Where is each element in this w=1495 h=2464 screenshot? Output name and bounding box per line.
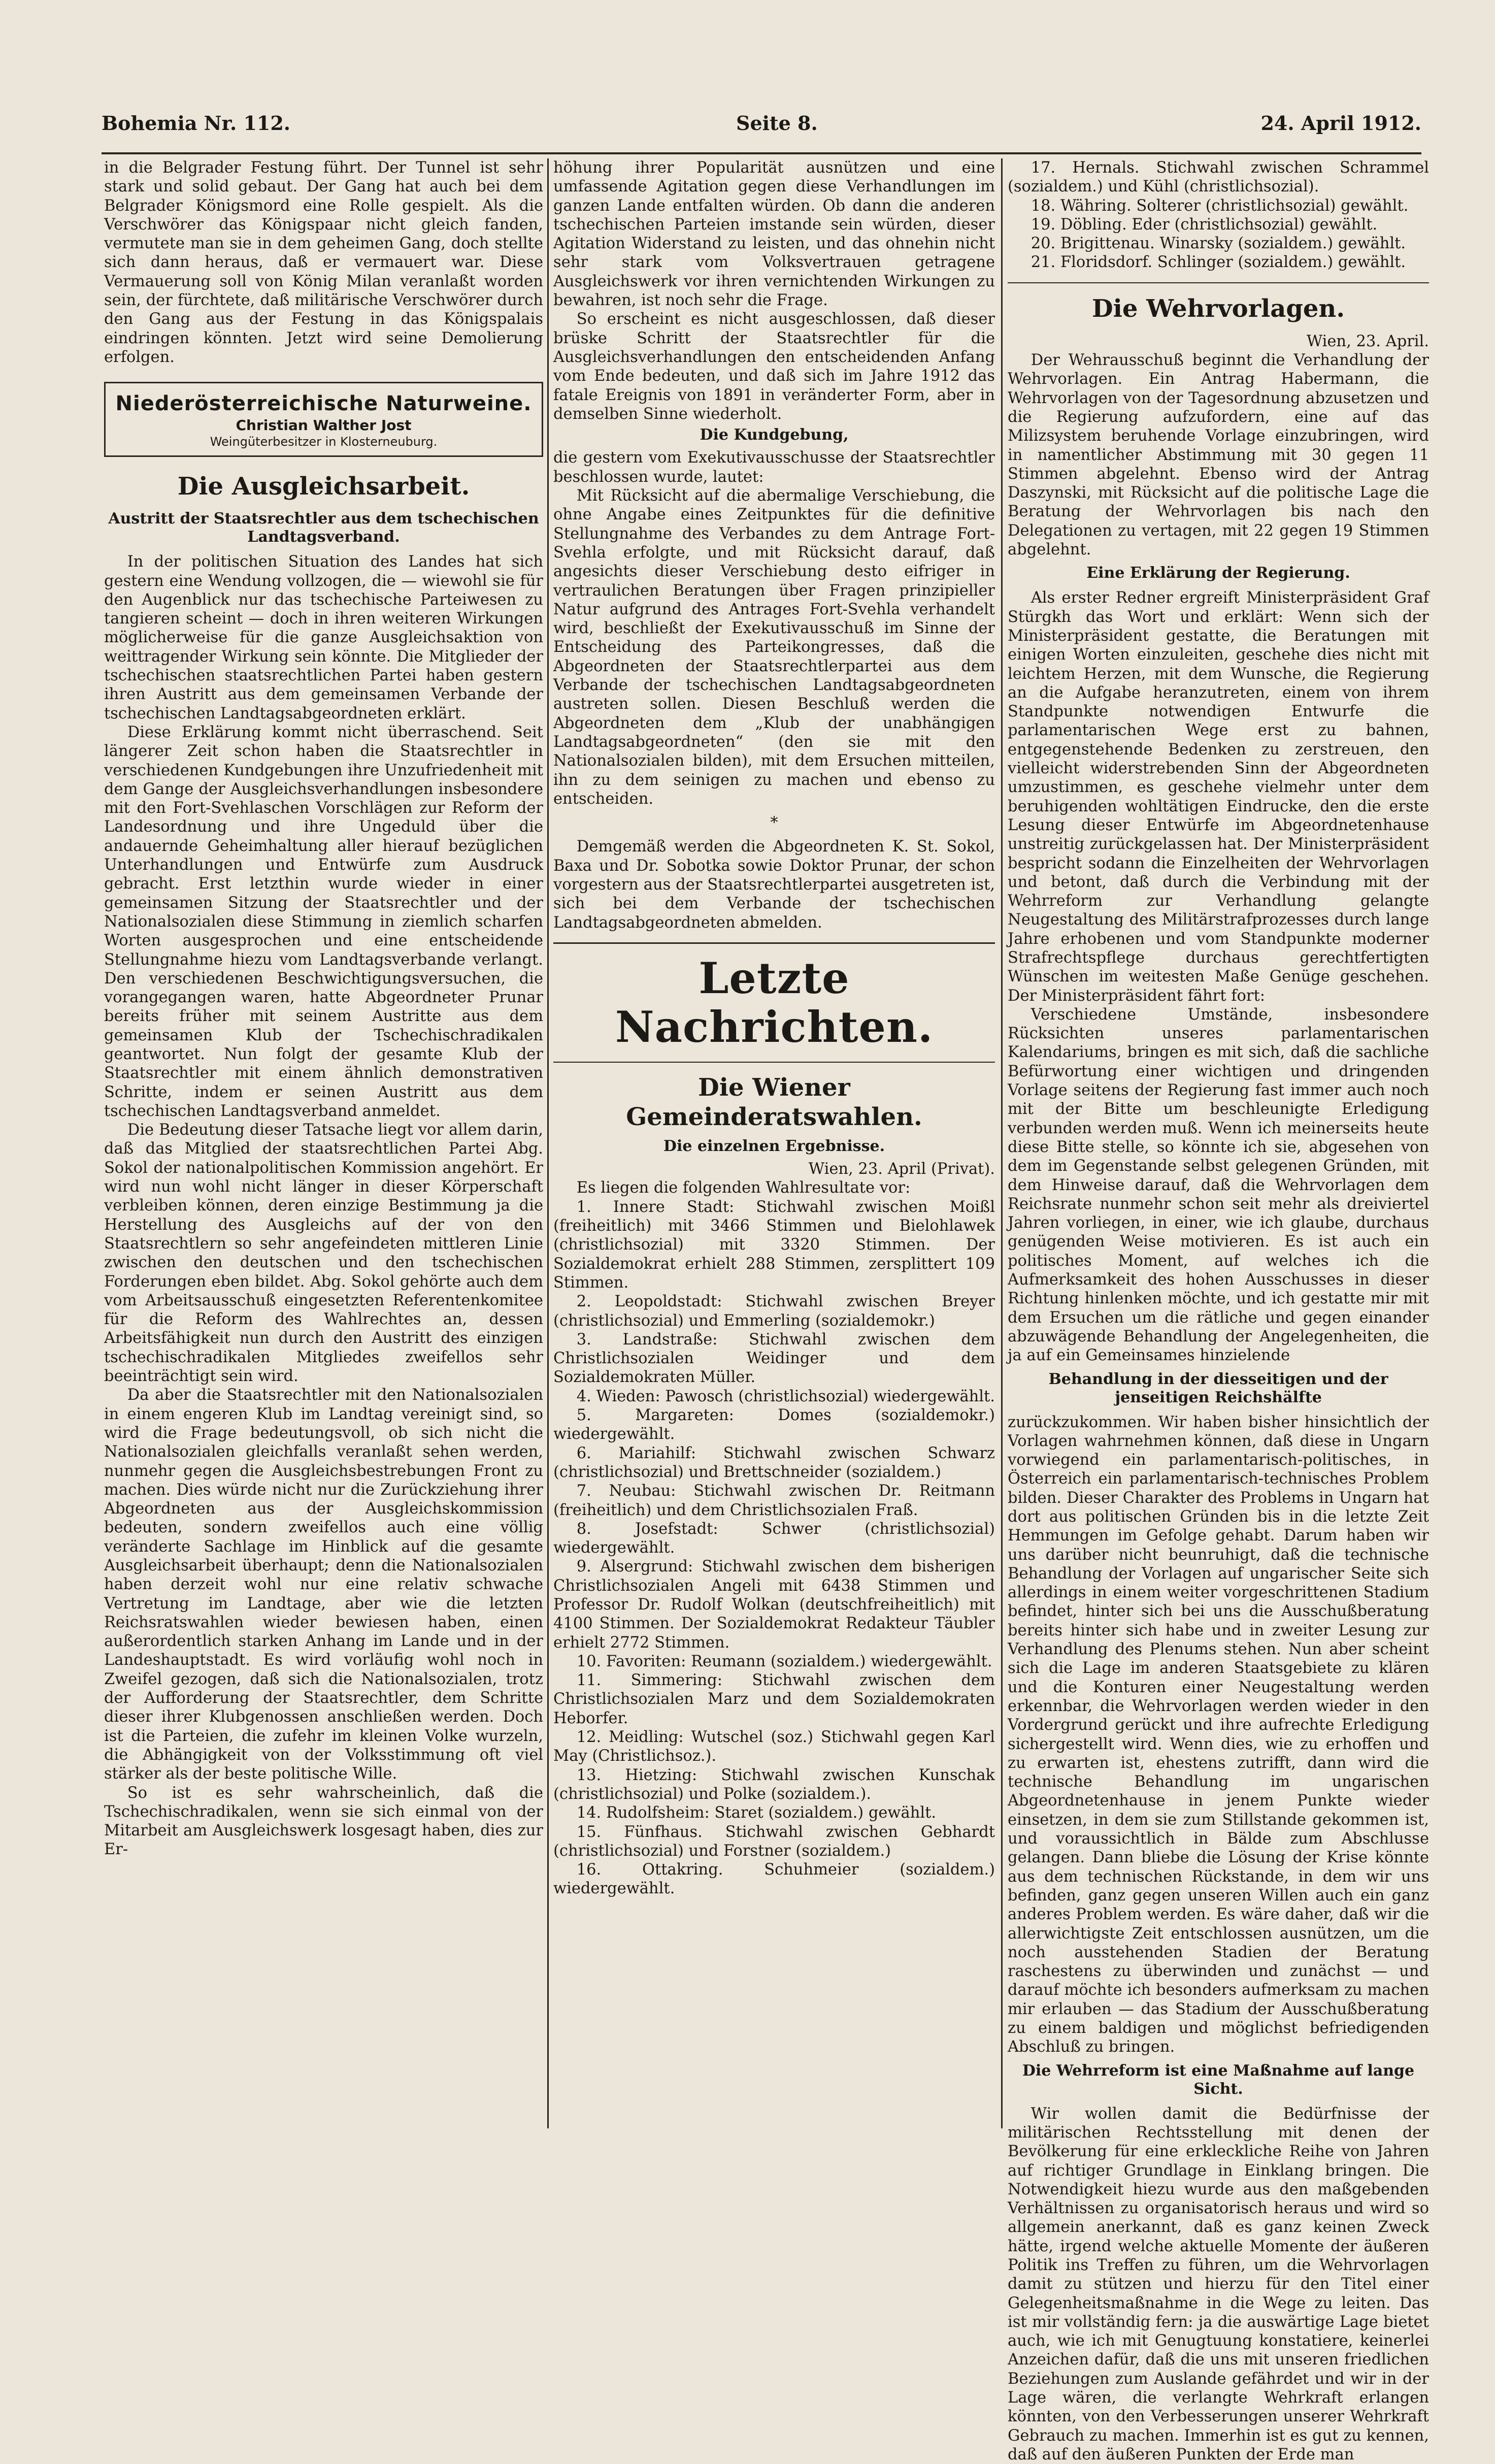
subheadline-erklaerung: Eine Erklärung der Regierung.: [1086, 564, 1350, 582]
result-item: 8. Josefstadt: Schwer (christlichsozial) wiedergewählt.: [553, 1520, 995, 1557]
page-header: [102, 112, 1421, 152]
article-paragraph: Die Bedeutung dieser Tatsache liegt vor allem darin, daß das Mitglied der staatsrechtlichen Partei Abg. Sokol der nationalpolitischen Kommission angehört. Er wird nun wohl nicht länger in dieser Körperschaft verbleiben können, deren einzige Bestimmung ja die Herstellung des Ausgleichs auf der von den Staatsrechtlern so sehr angefeindeten mittleren Linie zwischen den deutschen und den tschechischen Forderungen eben bildet. Abg. Sokol gehörte auch dem vom Arbeitsausschuß eingesetzten Referentenkomitee für die Reform des Wahlrechtes an, dessen Arbeitsfähigkeit nun durch den Austritt des einzigen tschechischradikalen Mitgliedes zweifellos sehr beeinträchtigt sein wird.: [104, 1121, 543, 1386]
article-paragraph: Verschiedene Umstände, insbesondere Rücksichten unseres parlamentarischen Kalendariums, bringen es mit sich, daß die sachliche Befürwortung einer wichtigen und dringenden Vorlage seitens der Regierung fast immer auch noch mit der Bitte um beschleunigte Erledigung verbunden werden muß. Wenn ich meinerseits heute diese Bitte stelle, so könnte ich sie, abgesehen von dem im Gegenstande selbst gelegenen Gründen, mit dem Hinweise darauf, daß die Wehrvorlagen dem Reichsrate nunmehr schon seit mehr als dreiviertel Jahren vorliegen, in einer, wie ich glaube, durchaus genügenden Weise motivieren. Es ist auch ein politisches Moment, auf welches ich die Aufmerksamkeit des hohen Ausschusses in dieser Richtung hinlenken möchte, und ich gestatte mir mit dem Ersuchen um die rätliche und gegen einander abzuwägende Behandlung der Angelegenheiten, die ja auf ein Gemeinsames hinzielende: [1008, 1005, 1429, 1365]
subheadline-kundgebung: Die Kundgebung,: [700, 426, 849, 444]
article-paragraph: Diese Erklärung kommt nicht überraschend. Seit längerer Zeit schon haben die Staatsrechtler in verschiedenen Kundgebungen ihre Unzufriedenheit mit dem Gange der Ausgleichsverhandlungen insbesondere mit den Fort-Svehlaschen Vorschlägen zur Reform der Landesordnung und ihre Ungeduld über die andauernde Geheimhaltung aller hierauf bezüglichen Unterhandlungen und Entwürfe zum Ausdruck gebracht. Erst letzthin wurde wieder in einer gemeinsamen Sitzung der Staatsrechtler und der Nationalsozialen diese Stimmung in ziemlich scharfen Worten ausgesprochen und eine entscheidende Stellungnahme hiezu vom Landtagsverbande verlangt. Den verschiedenen Beschwichtigungsversuchen, die vorangegangen waren, hatte Abgeordneter Prunar bereits früher mit seinem Austritte aus dem gemeinsamen Klub der Tschechischradikalen geantwortet. Nun folgt der gesamte Klub der Staatsrechtler mit einem ähnlich demonstrativen Schritte, indem er seinen Austritt aus dem tschechischen Landtagsverband anmeldet.: [104, 723, 543, 1120]
result-item: 12. Meidling: Wutschel (soz.) Stichwahl gegen Karl May (Christlichsoz.).: [553, 1728, 995, 1765]
column-divider-1: [547, 158, 549, 2128]
article-paragraph: höhung ihrer Popularität ausnützen und eine umfassende Agitation gegen diese Verhandlungen im ganzen Lande entfalten würden. Ob dann die anderen tschechischen Parteien imstande sein würden, dieser Agitation Widerstand zu leisten, und das ohnehin nicht sehr stark vom Volksvertrauen getragene Ausgleichswerk vor ihren vernichtenden Wirkungen zu bewahren, ist noch sehr die Frage.: [553, 159, 995, 310]
result-item: 10. Favoriten: Reumann (sozialdem.) wiedergewählt.: [576, 1652, 992, 1670]
section-rule: [553, 1062, 995, 1063]
result-item: 7. Neubau: Stichwahl zwischen Dr. Reitmann (freiheitlich) und dem Christlichsozialen Fraß.: [553, 1482, 995, 1519]
result-item: 14. Rudolfsheim: Staret (sozialdem.) gewählt.: [576, 1804, 937, 1822]
headline-ausgleichsarbeit: Die Ausgleichsarbeit.: [177, 472, 470, 501]
column-1: [104, 158, 543, 2139]
article-paragraph: die gestern vom Exekutivausschusse der Staatsrechtler beschlossen wurde, lautet:: [553, 449, 995, 486]
result-item: 3. Landstraße: Stichwahl zwischen dem Christlichsozialen Weidinger und dem Sozialdemokraten Müller.: [553, 1330, 995, 1387]
article-paragraph: Da aber die Staatsrechtler mit den Nationalsozialen in einem engeren Klub im Landtag vereinigt sind, so wird die Frage bedeutungsvoll, ob sich nicht die Nationalsozialen gleichfalls veranlaßt sehen werden, nunmehr gegen die Ausgleichsbestrebungen Front zu machen. Dies würde nicht nur die Zurückziehung ihrer Abgeordneten aus der Ausgleichskommission bedeuten, sondern zweifellos auch eine völlig veränderte Sachlage im Hinblick auf die gesamte Ausgleichsarbeit überhaupt; denn die Nationalsozialen haben derzeit wohl nur eine relativ schwache Vertretung im Landtage, aber wie die letzten Reichsratswahlen wieder bewiesen haben, einen außerordentlich starken Anhang im Lande und in der Landeshauptstadt. Es wird vorläufig wohl noch in Zweifel gezogen, daß sich die Nationalsozialen, trotz der Aufforderung der Staatsrechtler, dem Schritte dieser ihrer Klubgenossen anschließen werden. Doch ist die Parteien, die zufehr im kleinen Volke wurzeln, die Abhängigkeit von der Volksstimmung oft viel stärker als der beste politische Wille.: [104, 1386, 543, 1783]
header-rule: [102, 152, 1421, 154]
column-divider-2: [1001, 158, 1003, 2128]
subheadline-ergebnisse: Die einzelnen Ergebnisse.: [663, 1137, 885, 1155]
ad-subtitle: Weingüterbesitzer in Klosterneuburg.: [210, 435, 438, 449]
headline-gemeinderatswahlen: Die Wiener Gemeinderatswahlen.: [626, 1073, 922, 1131]
article-paragraph: In der politischen Situation des Landes hat sich gestern eine Wendung vollzogen, die — wiewohl sie für den Augenblick nur das tschechische Parteiwesen zu tangieren scheint — doch in ihren weiteren Wirkungen möglicherweise für die ganze Ausgleichsaktion von weittragender Wirkung sein könnte. Die Mitglieder der tschechischen staatsrechtlichen Partei haben gestern ihren Austritt aus dem gemeinsamen Verbande der tschechischen Landtagsabgeordneten erklärt.: [104, 553, 543, 722]
result-item: 6. Mariahilf: Stichwahl zwischen Schwarz (christlichsozial) und Brettschneider (sozialdem.): [553, 1444, 995, 1481]
ad-name: Christian Walther Jost: [236, 417, 412, 434]
dateline: Wien, 23. April (Privat).: [808, 1160, 995, 1178]
advertisement: [104, 382, 543, 457]
result-item: 19. Döbling. Eder (christlichsozial) gewählt.: [1031, 215, 1378, 234]
article-paragraph: Als erster Redner ergreift Ministerpräsident Graf Stürgkh das Wort und erklärt: Wenn sich der Ministerpräsident gestatte, die Beratungen mit einigen Worten einzuleiten, geschehe dies nicht mit leichtem Herzen, mit dem Wunsche, die Regierung an die Aufgabe heranzutreten, einem von ihrem Standpunkte notwendigen Entwurfe die parlamentarischen Wege erst zu bahnen, entgegenstehende Bedenken zu zerstreuen, den vielleicht widerstrebenden Sinn der Abgeordneten umzustimmen, es geschehe vielmehr unter dem beruhigenden wohltätigen Eindrucke, den die erste Lesung dieser Entwürfe im Abgeordnetenhause unstreitig zurückgelassen hat. Der Ministerpräsident bespricht sodann die Einzelheiten der Wehrvorlagen und betont, daß durch die Verbindung mit der Wehrreform zur Verhandlung gelangte Neugestaltung des Militärstrafprozesses durch lange Jahre erhobenen und vom Standpunkte moderner Strafrechtspflege durchaus gerechtfertigten Wünschen im weitesten Maße Genüge geschehen. Der Ministerpräsident fährt fort:: [1008, 589, 1429, 1005]
result-item: 20. Brigittenau. Winarsky (sozialdem.) gewählt.: [1031, 235, 1406, 253]
column-3: [1008, 158, 1429, 2463]
ad-title: Niederösterreichische Naturweine.: [115, 392, 532, 416]
result-item: 5. Margareten: Domes (sozialdemokr.) wiedergewählt.: [553, 1406, 995, 1443]
header-issue: Bohemia Nr. 112.: [102, 112, 291, 135]
result-item: 1. Innere Stadt: Stichwahl zwischen Moißl (freiheitlich) mit 3466 Stimmen und Bielohlawek (christlichsozial) mit 3320 Stimmen. Der Sozialdemokrat erhielt 288 Stimmen, zersplittert 109 Stimmen.: [553, 1198, 995, 1292]
result-item: 15. Fünfhaus. Stichwahl zwischen Gebhardt (christlichsozial) und Forstner (sozialdem.): [553, 1823, 995, 1860]
article-paragraph: Mit Rücksicht auf die abermalige Verschiebung, die ohne Angabe eines Zeitpunktes für die definitive Stellungnahme des Verbandes zu dem Antrage Fort-Svehla erfolgte, und mit Rücksicht darauf, daß angesichts dieser Verschiebung desto eifriger in vertraulichen Beratungen über Fragen prinzipieller Natur aufgrund des Antrages Fort-Svehla verhandelt wird, beschließt der Exekutivausschuß im Sinne der Entscheidung des Parteikongresses, daß die Abgeordneten der Staatsrechtlerpartei aus dem Verbande der tschechischen Landtagsabgeordneten austreten sollen. Diesen Beschluß werden die Abgeordneten dem „Klub der unabhängigen Landtagsabgeordneten“ (den sie mit den Nationalsozialen bilden), mit dem Ersuchen mitteilen, ihn zu dem seinigen zu machen und ebenso zu entscheiden.: [553, 487, 995, 808]
result-item: 18. Währing. Solterer (christlichsozial) gewählt.: [1031, 196, 1409, 215]
subheadline-wehrreform: Die Wehrreform ist eine Maßnahme auf lange Sicht.: [1022, 2061, 1415, 2098]
result-item: 4. Wieden: Pawosch (christlichsozial) wiedergewählt.: [576, 1387, 995, 1405]
headline-letzte-nachrichten: Letzte Nachrichten.: [615, 952, 934, 1052]
section-rule: [1008, 282, 1429, 283]
tunnel-paragraph: in die Belgrader Festung führt. Der Tunnel ist sehr stark und solid gebaut. Der Gang hat auch bei dem Belgrader Königsmord eine Rolle gespielt. Als die Verschwörer das Königspaar nicht gleich fanden, vermutete man sie in dem geheimen Gang, doch stellte sich dann heraus, daß er vermauert war. Diese Vermauerung soll von König Milan veranlaßt worden sein, der fürchtete, daß militärische Verschwörer durch den Gang aus der Festung in das Königspalais eindringen könnten. Jetzt wird seine Demolierung erfolgen.: [104, 159, 543, 366]
article-paragraph: So erscheint es nicht ausgeschlossen, daß dieser brüske Schritt der Staatsrechtler für die Ausgleichsverhandlungen den entscheidenden Anfang vom Ende bedeuten, und daß sich im Jahre 1912 das fatale Ereignis von 1891 in veränderter Form, aber in demselben Sinne wiederholt.: [553, 310, 995, 423]
article-paragraph: Wir wollen damit die Bedürfnisse der militärischen Rechtsstellung mit denen der Bevölkerung für eine erkleckliche Reihe von Jahren auf richtiger Grundlage in Einklang bringen. Die Notwendigkeit hiezu wurde aus den maßgebenden Verhältnissen zu organisatorisch heraus und wird so allgemein anerkannt, daß es ganz keinen Zweck hätte, irgend welche aktuelle Momente der äußeren Politik ins Treffen zu führen, um die Wehrvorlagen damit zu stützen und hierzu für den Titel einer Gelegenheitsmaßnahme in die Wege zu leiten. Das ist mir vollständig fern: ja die auswärtige Lage bietet auch, wie ich mit Genugtuung konstatiere, keinerlei Anzeichen dafür, daß die uns mit unseren friedlichen Beziehungen zum Auslande gefährdet und wir in der Lage wären, die verlangte Wehrkraft erlangen könnten, von den Verbesserungen unserer Wehrkraft Gebrauch zu machen. Immerhin ist es gut zu kennen, daß auf den äußeren Punkten der Erde man: [1008, 2105, 1429, 2463]
result-item: 11. Simmering: Stichwahl zwischen dem Christlichsozialen Marz und dem Sozialdemokraten Heborfer.: [553, 1671, 995, 1727]
result-item: 2. Leopoldstadt: Stichwahl zwischen Breyer (christlichsozial) und Emmerling (sozialdemokr.): [553, 1293, 995, 1330]
subheadline-behandlung: Behandlung in der diesseitigen und der jenseitigen Reichshälfte: [1048, 1370, 1388, 1406]
results-intro: Es liegen die folgenden Wahlresultate vor:: [576, 1179, 911, 1197]
headline-wehrvorlagen: Die Wehrvorlagen.: [1091, 294, 1345, 323]
article-paragraph: Demgemäß werden die Abgeordneten K. St. Sokol, Baxa und Dr. Sobotka sowie Doktor Prunar, der schon vorgestern aus der Staatsrechtlerpartei ausgetreten ist, sich bei dem Verbande der tschechischen Landtagsabgeordneten abmelden.: [553, 838, 995, 932]
dateline: Wien, 23. April.: [1306, 332, 1429, 350]
result-item: 9. Alsergrund: Stichwahl zwischen dem bisherigen Christlichsozialen Angeli mit 6438 Stimmen und Professor Dr. Rudolf Wolkan (deutschfreiheitlich) mit 4100 Stimmen. Der Sozialdemokrat Redakteur Täubler erhielt 2772 Stimmen.: [553, 1558, 995, 1652]
section-rule: [553, 942, 995, 944]
article-paragraph: So ist es sehr wahrscheinlich, daß die Tschechischradikalen, wenn sie sich einmal von der Mitarbeit am Ausgleichswerk losgesagt haben, dies zur Er-: [104, 1784, 543, 1859]
result-item: 16. Ottakring. Schuhmeier (sozialdem.) wiedergewählt.: [553, 1861, 995, 1898]
result-item: 21. Floridsdorf. Schlinger (sozialdem.) gewählt.: [1031, 253, 1406, 272]
separator-star: *: [770, 814, 778, 832]
header-page-number: Seite 8.: [736, 112, 818, 135]
result-item: 17. Hernals. Stichwahl zwischen Schrammel (sozialdem.) und Kühl (christlichsozial).: [1008, 159, 1429, 196]
header-date: 24. April 1912.: [1260, 112, 1421, 135]
result-item: 13. Hietzing: Stichwahl zwischen Kunschak (christlichsozial) und Polke (sozialdem.).: [553, 1766, 995, 1803]
article-paragraph: zurückzukommen. Wir haben bisher hinsichtlich der Vorlagen wahrnehmen können, daß diese in Ungarn vorwiegend ein parlamentarisch-politisches, in Österreich ein parlamentarisch-technisches Problem bilden. Dieser Charakter des Problems in Ungarn hat dort aus politischen Gründen bis in die letzte Zeit Hemmungen im Gefolge gehabt. Darum haben wir uns darüber nicht beunruhigt, daß die technische Behandlung der Vorlagen auf ungarischer Seite sich allerdings in einem weiter vorgeschrittenen Stadium befindet, hinter sich bei uns die Ausschußberatung bereits hinter sich habe und in zweiter Lesung zur Verhandlung des Plenums stehen. Nun aber scheint sich die Lage im anderen Staatsgebiete zu klären und die Konturen einer Neugestaltung werden erkennbar, die Wehrvorlagen werden wieder in den Vordergrund gerückt und ihre aufrechte Erledigung sichergestellt wird. Wenn dies, wie zu erhoffen und zu erwarten ist, ehestens zutrifft, dann wird die technische Behandlung im ungarischen Abgeordnetenhause in jenem Punkte wieder einsetzen, in dem sie zum Stillstande gekommen ist, und voraussichtlich in Bälde zum Abschlusse gelangen. Dann bliebe die Lösung der Krise könnte aus dem technischen Rückstande, in dem wir uns befinden, ganz gegen unseren Willen auch ein ganz anderes Problem werden. Es wäre daher, daß wir die allerwichtigste Zeit entschlossen ausnützen, um die noch ausstehenden Stadien der Beratung raschestens zu überwinden und zunächst — und darauf möchte ich besonders aufmerksam zu machen mir erlauben — das Stadium der Ausschußberatung zu einem baldigen und möglichst befriedigenden Abschluß zu bringen.: [1008, 1413, 1429, 2056]
subheadline-austritt: Austritt der Staatsrechtler aus dem tschechischen Landtagsverband.: [108, 510, 539, 546]
column-2: [553, 158, 995, 2139]
article-paragraph: Der Wehrausschuß beginnt die Verhandlung der Wehrvorlagen. Ein Antrag Habermann, die Wehrvorlagen von der Tagesordnung abzusetzen und die Regierung aufzufordern, eine auf das Milizsystem beruhende Vorlage einzubringen, wird in namentlicher Abstimmung mit 30 gegen 11 Stimmen abgelehnt. Ebenso wird der Antrag Daszynski, mit Rücksicht auf die politische Lage die Beratung der Wehrvorlagen bis nach den Delegationen zu vertagen, mit 22 gegen 19 Stimmen abgelehnt.: [1008, 351, 1429, 559]
